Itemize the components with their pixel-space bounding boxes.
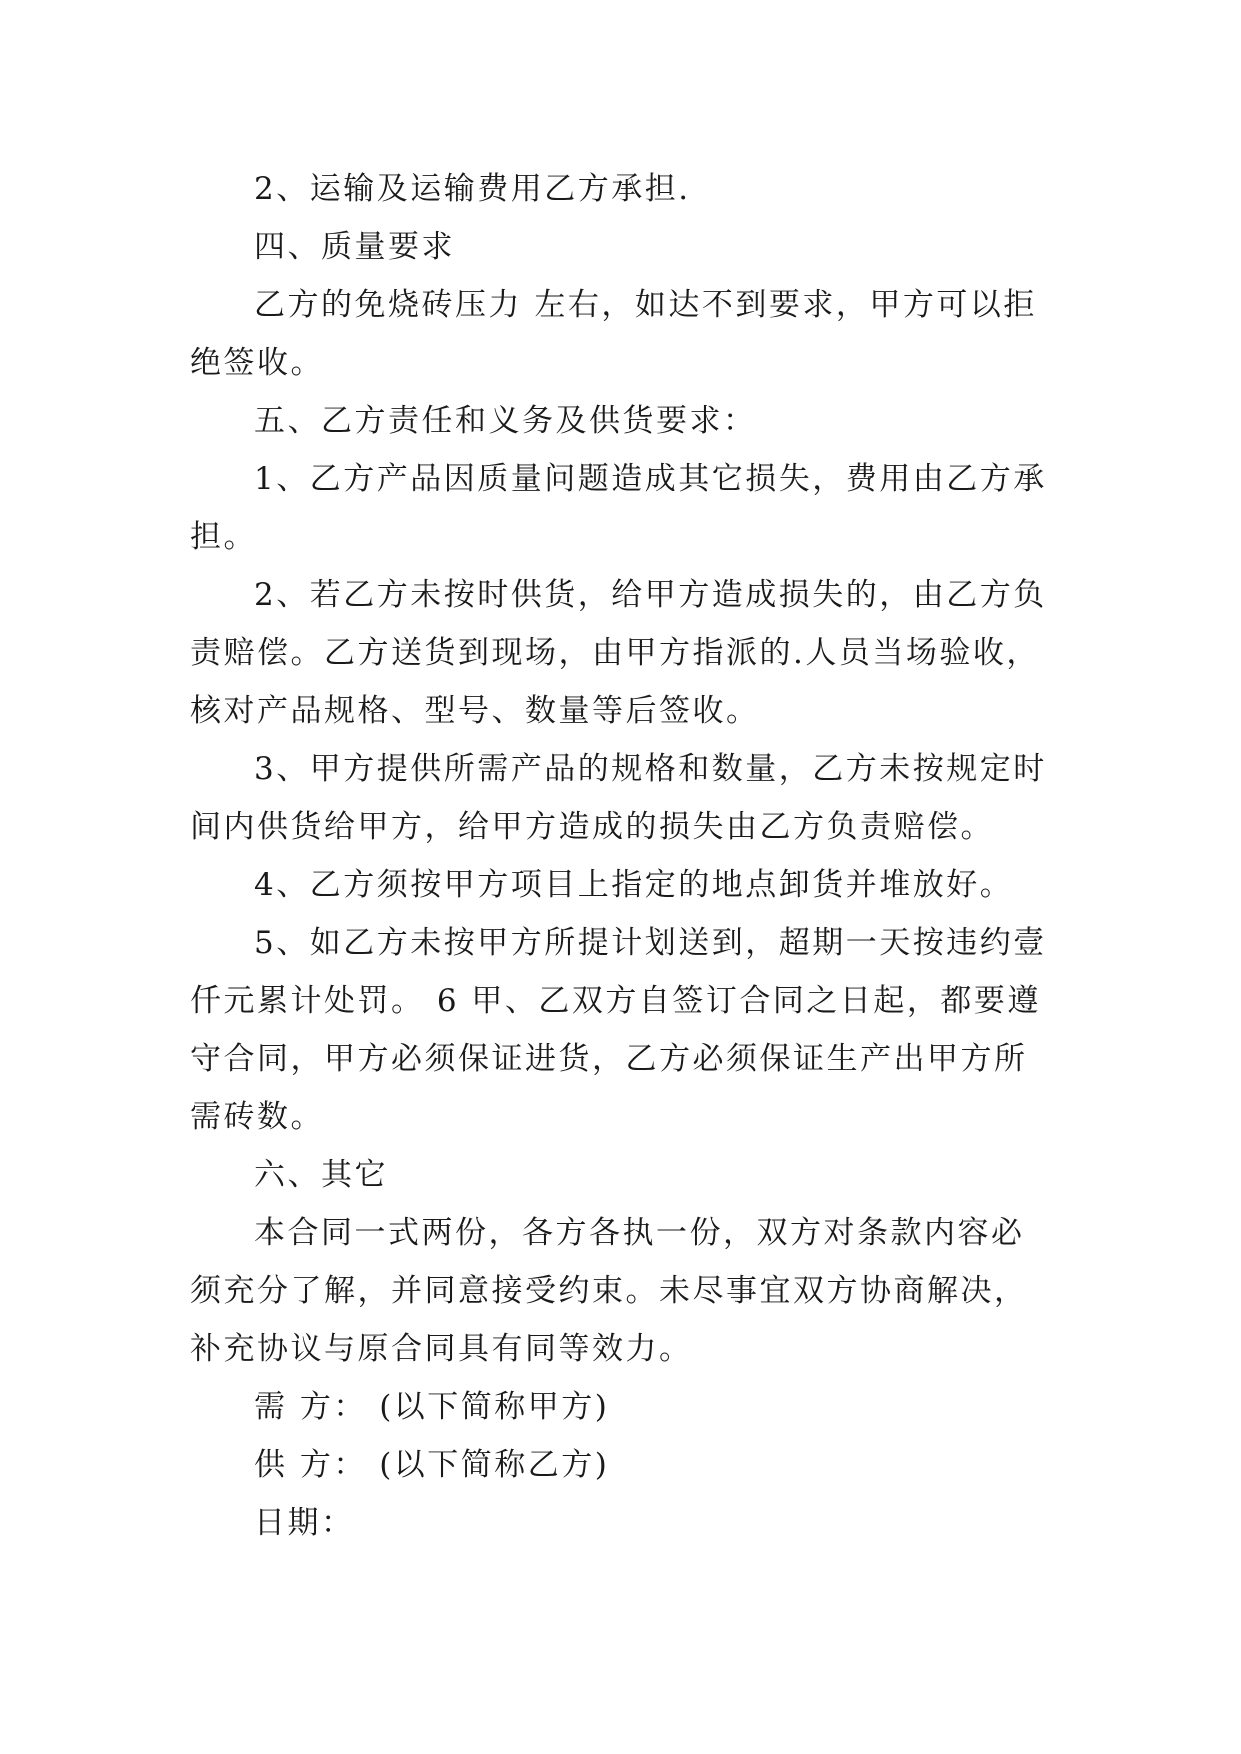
clause-quality-requirement: 乙方的免烧砖压力 左右，如达不到要求，甲方可以拒绝签收。 xyxy=(190,287,1037,381)
clause-quality-loss: 1、乙方产品因质量问题造成其它损失，费用由乙方承担。 xyxy=(190,461,1047,555)
signature-buyer: 需 方： (以下简称甲方) xyxy=(254,1389,610,1425)
section-heading-quality: 四、质量要求 xyxy=(254,229,455,265)
section-heading-responsibilities: 五、乙方责任和义务及供货要求： xyxy=(254,403,757,439)
clause-specification: 3、甲方提供所需产品的规格和数量，乙方未按规定时间内供货给甲方，给甲方造成的损失由乙方负责赔偿。 xyxy=(190,751,1047,845)
signature-date: 日期： xyxy=(254,1505,355,1541)
clause-transport: 2、运输及运输费用乙方承担. xyxy=(254,171,691,207)
document-body xyxy=(190,160,1050,1552)
clause-penalty: 5、如乙方未按甲方所提计划送到，超期一天按违约壹仟元累计处罚。 6 甲、乙双方自签订合同之日起，都要遵守合同，甲方必须保证进货，乙方必须保证生产出甲方所需砖数。 xyxy=(190,925,1047,1135)
section-heading-other: 六、其它 xyxy=(254,1157,388,1193)
clause-copies: 本合同一式两份，各方各执一份，双方对条款内容必须充分了解，并同意接受约束。未尽事宜双方协商解决，补充协议与原合同具有同等效力。 xyxy=(190,1215,1028,1367)
signature-supplier: 供 方： (以下简称乙方) xyxy=(254,1447,610,1483)
clause-late-supply: 2、若乙方未按时供货，给甲方造成损失的，由乙方负责赔偿。乙方送货到现场，由甲方指派的.人员当场验收，核对产品规格、型号、数量等后签收。 xyxy=(190,577,1047,729)
clause-unloading: 4、乙方须按甲方项目上指定的地点卸货并堆放好。 xyxy=(254,867,1014,903)
